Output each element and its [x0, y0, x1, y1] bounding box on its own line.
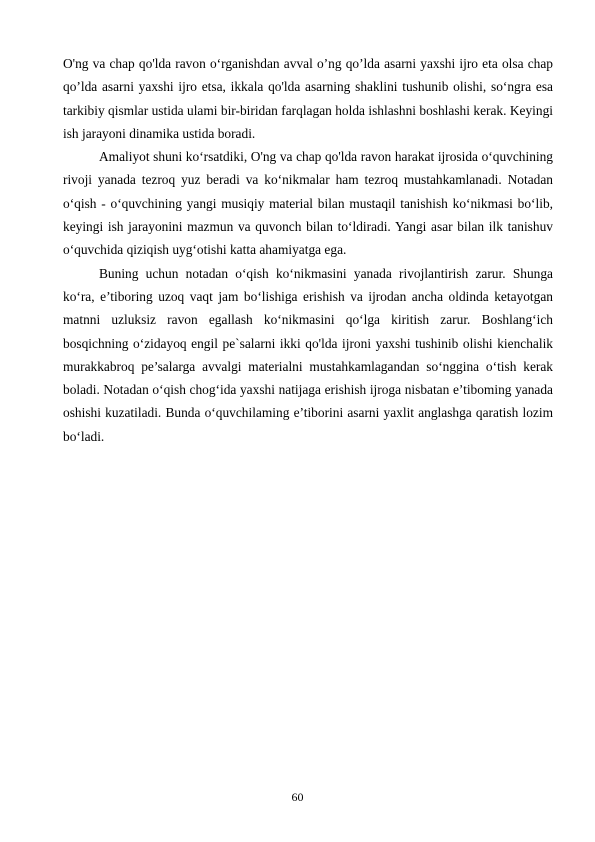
- paragraph-3: Buning uchun notadan o‘qish ko‘nikmasini yanada rivojlantirish zarur. Shunga ko‘ra, e’tiboring uzoq vaqt jam bo‘lishiga erishish va ijrodan ancha oldinda ketayotgan matnni uzluksiz ravon egallash ko‘nikmasini qo‘lga kiritish zarur. Boshlang‘ich bosqichning o‘zidayoq engil pe`salarni ikki qo'lda ijroni yaxshi tushinib olishi kienchalik murakkabroq pe’salarga avvalgi materialni mustahkamlagandan so‘nggina o‘tish kerak boladi. Notadan o‘qish chog‘ida yaxshi natijaga erishish ijroga nisbatan e’tiboming yanada oshishi kuzatiladi. Bunda o‘quvchilaming e’tiborini asarni yaxlit anglashga qaratish lozim bo‘ladi.: [63, 265, 553, 444]
- body-text: [63, 52, 553, 448]
- paragraph-1: O'ng va chap qo'lda ravon o‘rganishdan avval o’ng qo’lda asarni yaxshi ijro eta olsa chap qo’lda asarni yaxshi ijro etsa, ikkala qo'lda asarning shaklini tushunib olishi, so‘ngra esa tarkibiy qismlar ustida ulami bir-biridan farqlagan holda ishlashni boshlashi kerak. Keyingi ish jarayoni dinamika ustida boradi.: [63, 56, 553, 141]
- paragraph-2: Amaliyot shuni ko‘rsatdiki, O'ng va chap qo'lda ravon harakat ijrosida o‘quvchining rivoji yanada tezroq yuz beradi va ko‘nikmalar ham tezroq mustahkamlanadi. Notadan o‘qish - o‘quvchining yangi musiqiy material bilan mustaqil tanishish ko‘nikmasi bo‘lib, keyingi ish jarayonini mazmun va quvonch bilan to‘ldiradi. Yangi asar bilan ilk tanishuv o‘quvchida qiziqish uyg‘otishi katta ahamiyatga ega.: [63, 149, 553, 258]
- page-number: 60: [291, 790, 304, 804]
